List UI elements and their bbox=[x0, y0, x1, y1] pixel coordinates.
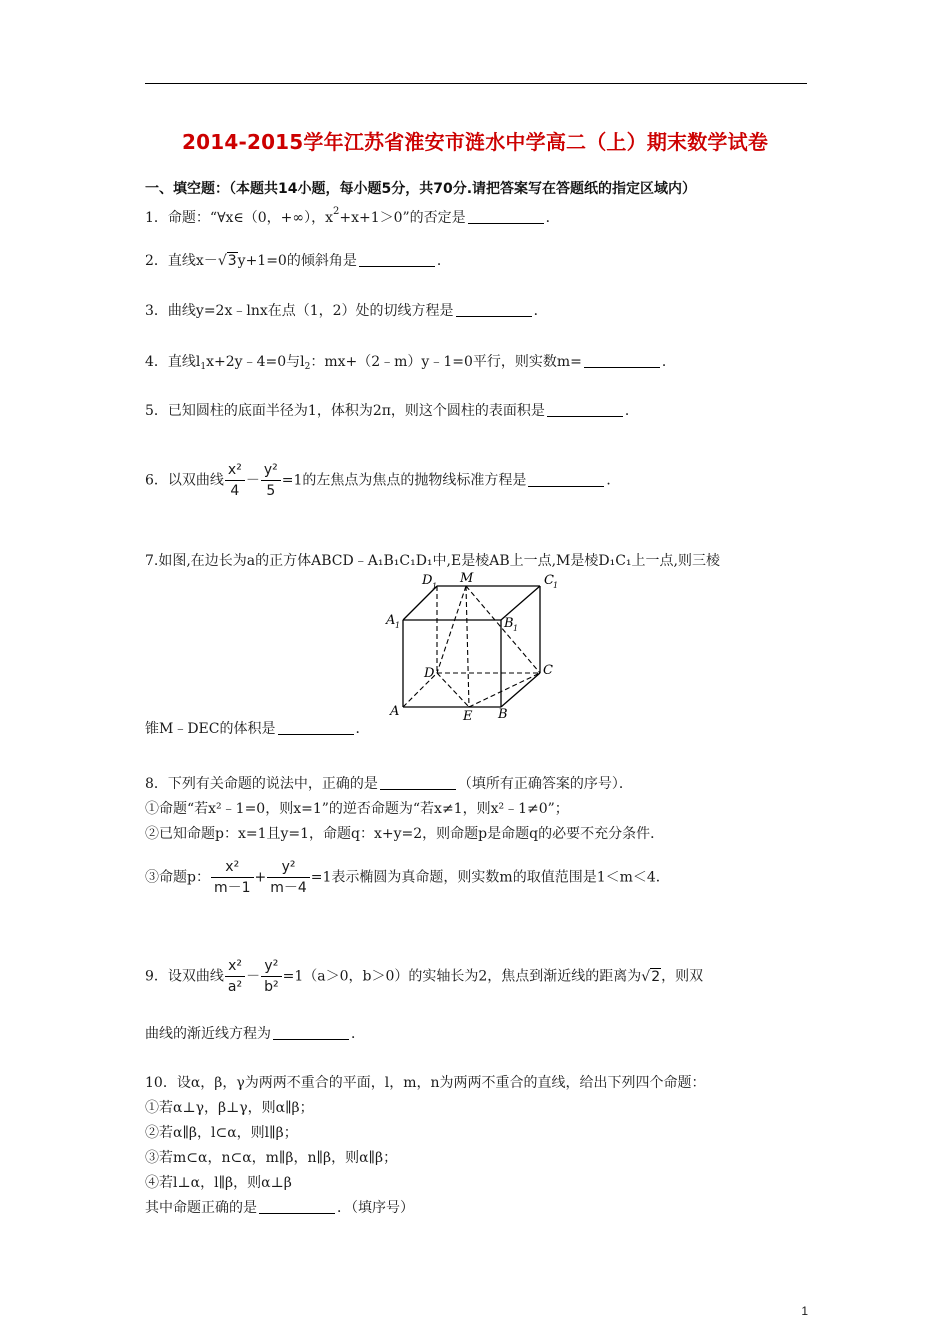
question-7-line2: 锥M﹣DEC的体积是 ． bbox=[145, 721, 370, 737]
segment-md bbox=[437, 586, 466, 673]
answer-blank[interactable] bbox=[278, 720, 354, 735]
label-c1: C bbox=[544, 573, 554, 588]
label-b1: B bbox=[504, 616, 514, 631]
segment-ec bbox=[469, 673, 540, 707]
answer-blank[interactable] bbox=[456, 302, 532, 317]
fraction-y2-over-b2: $\frac{\text{y²}}{\text{b²}}$ bbox=[261, 956, 282, 997]
answer-blank[interactable] bbox=[547, 402, 623, 417]
label-e: E bbox=[463, 709, 473, 722]
segment-mc bbox=[466, 586, 540, 673]
top-rule bbox=[145, 83, 807, 84]
question-8: 8．下列有关命题的说法中，正确的是 （填所有正确答案的序号）． bbox=[145, 776, 633, 792]
label-b: B bbox=[498, 707, 508, 722]
label-a: A bbox=[390, 704, 400, 719]
edge-a1d1 bbox=[403, 586, 437, 620]
answer-blank[interactable] bbox=[584, 353, 660, 368]
question-1: 1．命题：“∀x∈（0，+∞），$x^2+x+1>0$”的否定是 ． bbox=[145, 206, 560, 226]
question-6: 6．以双曲线 $\frac{\text{x²}}{4}$ － $\frac{\text{y²}}{5}$ =1的左焦点为焦点的抛物线标准方程是 ． bbox=[145, 462, 621, 499]
label-a1-sub: 1 bbox=[395, 621, 401, 630]
segment-de bbox=[437, 673, 469, 707]
sqrt-3: √3 bbox=[217, 253, 237, 269]
question-10: 10．设α，β，γ为两两不重合的平面，l，m，n为两两不重合的直线，给出下列四个命题： bbox=[145, 1075, 706, 1091]
question-2: 2．直线x－√3y+1=0的倾斜角是 ． bbox=[145, 253, 451, 269]
fraction-y2-over-m-4: $\frac{\text{y²}}{m-4}$ bbox=[267, 857, 310, 898]
label-c1-sub: 1 bbox=[553, 581, 559, 590]
answer-blank[interactable] bbox=[468, 209, 544, 224]
edge-bc bbox=[501, 673, 540, 707]
question-7-line1: 7.如图,在边长为a的正方体ABCD﹣A₁B₁C₁D₁中,E是棱AB上一点,M是棱D₁C₁上一点,则三棱 bbox=[145, 553, 720, 569]
answer-blank[interactable] bbox=[273, 1025, 349, 1040]
question-8-item-3: ③命题p： $\frac{\text{x²}}{m-1}$ + $\frac{\text{y²}}{m-4}$ =1表示椭圆为真命题，则实数m的取值范围是1＜m＜4． bbox=[145, 859, 670, 896]
label-d1-sub: 1 bbox=[432, 582, 438, 591]
cube-figure bbox=[380, 570, 570, 722]
question-5: 5．已知圆柱的底面半径为1，体积为2π，则这个圆柱的表面积是 ． bbox=[145, 403, 639, 419]
section-heading: 一、填空题：（本题共14小题，每小题5分，共70分.请把答案写在答题纸的指定区域内） bbox=[145, 181, 697, 197]
page-number: 1 bbox=[801, 1304, 808, 1318]
page-title: 2014-2015学年江苏省淮安市涟水中学高二（上）期末数学试卷 bbox=[181, 130, 769, 154]
label-m: M bbox=[460, 571, 474, 586]
question-10-answer: 其中命题正确的是 ．（填序号） bbox=[145, 1200, 414, 1216]
question-3: 3．曲线y=2x﹣lnx在点（1，2）处的切线方程是 ． bbox=[145, 303, 548, 319]
segment-me bbox=[466, 586, 469, 707]
label-d1: D bbox=[422, 573, 433, 588]
label-d: D bbox=[424, 666, 435, 681]
fraction-y2-over-5: $\frac{\text{y²}}{5}$ bbox=[261, 460, 281, 501]
fraction-x2-over-m-1: $\frac{\text{x²}}{m-1}$ bbox=[211, 857, 254, 898]
question-10-item-4: ④若l⊥α，l∥β，则α⊥β bbox=[145, 1175, 292, 1191]
question-10-item-1: ①若α⊥γ，β⊥γ，则α∥β； bbox=[145, 1100, 314, 1116]
question-8-item-2: ②已知命题p：x=1且y=1，命题q：x+y=2，则命题p是命题q的必要不充分条件． bbox=[145, 826, 665, 842]
question-4: 4．直线$l_1x+2y﹣4=0$与$l_2$：mx+（2﹣m）y﹣1=0平行，则实数m= ． bbox=[145, 354, 676, 372]
answer-blank[interactable] bbox=[380, 775, 456, 790]
question-9: 9．设双曲线 $\frac{\text{x²}}{\text{a²}}$ － $\frac{\text{y²}}{\text{b²}}$ =1（a＞0，b＞0）的实轴长为2，焦点到渐近线的距离为√2，则双 bbox=[145, 958, 704, 995]
answer-blank[interactable] bbox=[528, 472, 604, 487]
sqrt-2: √2 bbox=[641, 968, 661, 985]
question-9-line2: 曲线的渐近线方程为 ． bbox=[145, 1026, 365, 1042]
question-10-item-2: ②若α∥β，l⊂α，则l∥β； bbox=[145, 1125, 298, 1141]
question-10-item-3: ③若m⊂α，n⊂α，m∥β，n∥β，则α∥β； bbox=[145, 1150, 398, 1166]
question-8-item-1: ①命题“若x²﹣1=0，则x=1”的逆否命题为“若x≠1，则x²﹣1≠0”； bbox=[145, 801, 569, 817]
fraction-x2-over-4: $\frac{\text{x²}}{4}$ bbox=[225, 460, 245, 501]
answer-blank[interactable] bbox=[359, 252, 435, 267]
label-c: C bbox=[543, 663, 553, 678]
edge-b1c1 bbox=[501, 586, 540, 620]
answer-blank[interactable] bbox=[259, 1199, 335, 1214]
label-b1-sub: 1 bbox=[513, 624, 519, 633]
fraction-x2-over-a2: $\frac{\text{x²}}{\text{a²}}$ bbox=[225, 956, 245, 997]
label-a1: A bbox=[386, 613, 396, 628]
